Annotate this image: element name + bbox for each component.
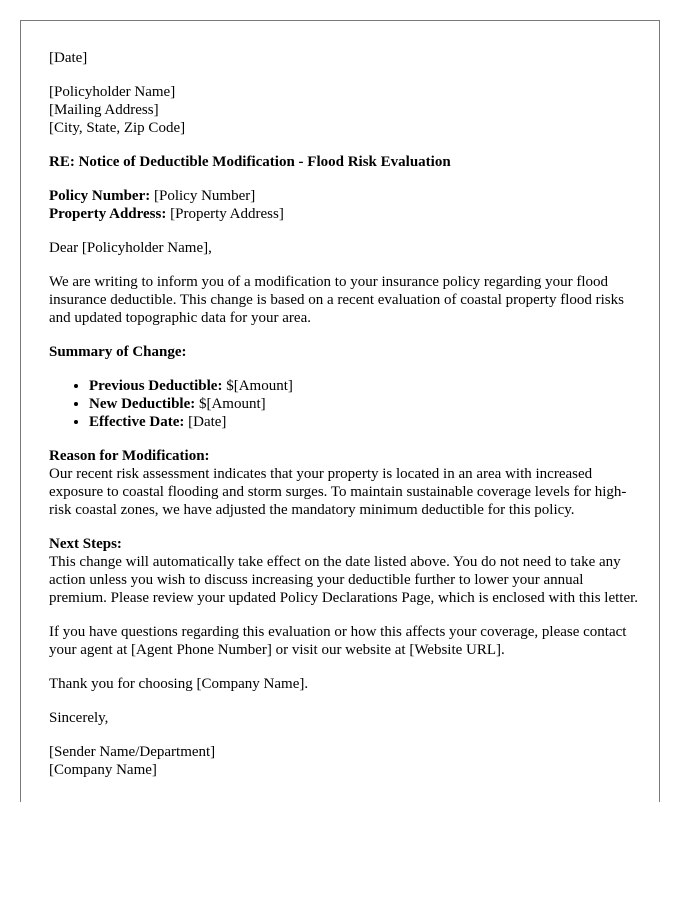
summary-item-value: $[Amount] (195, 396, 266, 412)
letter-subject: RE: Notice of Deductible Modification - Flood Risk Evaluation (49, 154, 451, 170)
policy-number-label: Policy Number: (49, 188, 151, 204)
questions-paragraph: If you have questions regarding this evaluation or how this affects your coverage, please contact your agent at [Agent Phone Number] or visit our website at [Website URL]. (49, 624, 627, 658)
summary-item-value: [Date] (184, 414, 227, 430)
summary-item-previous-deductible (89, 377, 639, 395)
policy-number-value: [Policy Number] (150, 188, 256, 204)
recipient-name: [Policyholder Name] (49, 84, 176, 100)
recipient-block (49, 83, 639, 137)
thanks-paragraph: Thank you for choosing [Company Name]. (49, 676, 309, 692)
signature-block (49, 743, 639, 779)
summary-list (49, 377, 639, 431)
next-steps-section (49, 535, 639, 607)
reason-title: Reason for Modification: (49, 448, 210, 464)
closing: Sincerely, (49, 710, 109, 726)
summary-item-label: Previous Deductible: (89, 378, 223, 394)
intro-paragraph: We are writing to inform you of a modification to your insurance policy regarding your flood insurance deductible. This change is based on a recent evaluation of coastal property flood risks and updated topographic data for your area. (49, 274, 624, 326)
summary-item-label: New Deductible: (89, 396, 196, 412)
summary-item-value: $[Amount] (222, 378, 293, 394)
reason-text: Our recent risk assessment indicates that your property is located in an area with increased exposure to coastal flooding and storm surges. To maintain sustainable coverage levels for high-risk coastal zones, we have adjusted the mandatory minimum deductible for this policy. (49, 466, 627, 518)
next-steps-title: Next Steps: (49, 536, 122, 552)
policy-info (49, 187, 639, 223)
summary-item-new-deductible (89, 395, 639, 413)
letter-date: [Date] (49, 50, 88, 66)
recipient-city-state-zip: [City, State, Zip Code] (49, 120, 186, 136)
signature-company: [Company Name] (49, 762, 157, 778)
reason-section (49, 447, 639, 519)
next-steps-text: This change will automatically take effect on the date listed above. You do not need to take any action unless you wish to discuss increasing your deductible further to lower your annual premium. Please review your updated Policy Declarations Page, which is enclosed with this letter. (49, 554, 639, 606)
signature-sender: [Sender Name/Department] (49, 744, 216, 760)
property-address-line (49, 205, 639, 223)
summary-item-label: Effective Date: (89, 414, 185, 430)
recipient-address: [Mailing Address] (49, 102, 159, 118)
salutation: Dear [Policyholder Name], (49, 240, 212, 256)
summary-item-effective-date (89, 413, 639, 431)
summary-title: Summary of Change: (49, 344, 187, 360)
property-address-label: Property Address: (49, 206, 167, 222)
policy-number-line (49, 187, 639, 205)
property-address-value: [Property Address] (166, 206, 284, 222)
letter-content (49, 49, 639, 795)
letter-page (20, 20, 660, 802)
